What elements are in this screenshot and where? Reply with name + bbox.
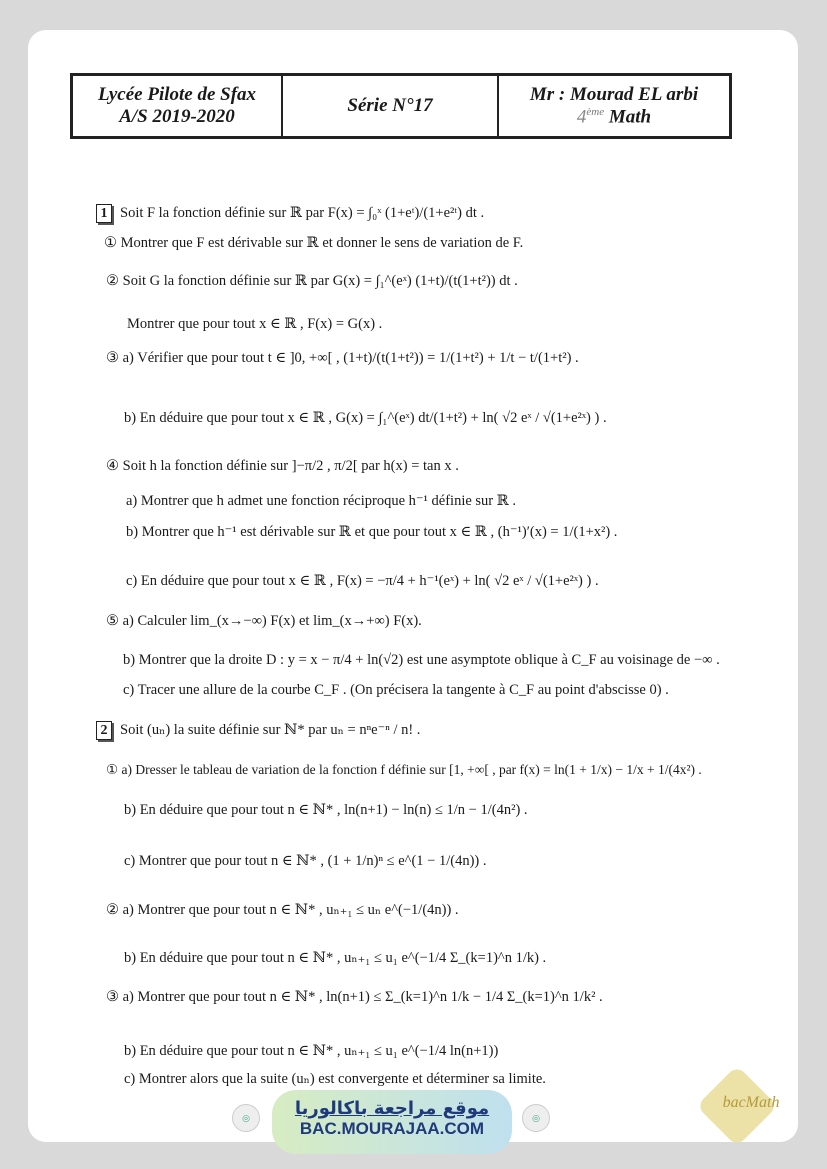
ex1-q4b: b) Montrer que h⁻¹ est dérivable sur ℝ et que pour tout x ∈ ℝ , (h⁻¹)′(x) = 1/(1+x²) . bbox=[126, 524, 618, 540]
ex2-q3c: c) Montrer alors que la suite (uₙ) est convergente et déterminer sa limite. bbox=[124, 1071, 546, 1087]
ex2-q1b: b) En déduire que pour tout n ∈ ℕ* , ln(n+1) − ln(n) ≤ 1/n − 1/(4n²) . bbox=[124, 802, 528, 818]
ex1-q3a: ③ a) Vérifier que pour tout t ∈ ]0, +∞[ , (1+t)/(t(1+t²)) = 1/(1+t²) + 1/t − t/(1+t²) . bbox=[106, 350, 579, 366]
site-banner[interactable] bbox=[272, 1090, 512, 1154]
ex2-q2a: ② a) Montrer que pour tout n ∈ ℕ* , uₙ₊₁ ≤ uₙ e^(−1/(4n)) . bbox=[106, 902, 459, 918]
school-cell bbox=[73, 76, 283, 136]
ex1-intro-text: Soit F la fonction définie sur ℝ par F(x) = ∫₀ˣ (1+eᵗ)/(1+e²ᵗ) dt . bbox=[120, 205, 485, 221]
ex1-q4c: c) En déduire que pour tout x ∈ ℝ , F(x) = −π/4 + h⁻¹(eˣ) + ln( √2 eˣ / √(1+e²ˣ) ) . bbox=[126, 573, 599, 589]
ex2-q1a: ① a) Dresser le tableau de variation de la fonction f définie sur [1, +∞[ , par f(x) = ln(1 + 1/x) − 1/x + 1/(4x²) . bbox=[106, 762, 702, 777]
level-sup: ème bbox=[586, 105, 605, 118]
ex1-q5a: ⑤ a) Calculer lim_(x→−∞) F(x) et lim_(x→+∞) F(x). bbox=[106, 613, 422, 629]
ex1-q5b: b) Montrer que la droite D : y = x − π/4 + ln(√2) est une asymptote oblique à C_F au voisinage de −∞ . bbox=[123, 652, 720, 668]
ex1-q4a: a) Montrer que h admet une fonction réciproque h⁻¹ définie sur ℝ . bbox=[126, 493, 517, 509]
left-badge-icon: ◎ bbox=[232, 1104, 260, 1132]
ex1-q4: ④ Soit h la fonction définie sur ]−π/2 , π/2[ par h(x) = tan x . bbox=[106, 458, 459, 474]
ex2-intro bbox=[96, 721, 420, 740]
ex1-intro bbox=[96, 204, 484, 223]
series-cell bbox=[283, 76, 499, 136]
site-arabic-title: موقع مراجعة باكالوريا bbox=[294, 1098, 490, 1119]
ex1-number: 1 bbox=[96, 204, 112, 223]
ex2-intro-text: Soit (uₙ) la suite définie sur ℕ* par uₙ = nⁿe⁻ⁿ / n! . bbox=[120, 722, 421, 738]
bacmath-logo-text: bacMath bbox=[722, 1094, 780, 1111]
school-year: A/S 2019-2020 bbox=[119, 106, 235, 127]
ex1-q2: ② Soit G la fonction définie sur ℝ par G(x) = ∫₁^(eˣ) (1+t)/(t(1+t²)) dt . bbox=[106, 273, 518, 289]
ex2-number: 2 bbox=[96, 721, 112, 740]
ex2-q2b: b) En déduire que pour tout n ∈ ℕ* , uₙ₊₁ ≤ u₁ e^(−1/4 Σ_(k=1)^n 1/k) . bbox=[124, 950, 547, 966]
ex1-q3b: b) En déduire que pour tout x ∈ ℝ , G(x) = ∫₁^(eˣ) dt/(1+t²) + ln( √2 eˣ / √(1+e²ˣ) ) . bbox=[124, 410, 607, 426]
site-url[interactable]: BAC.MOURAJAA.COM bbox=[299, 1119, 485, 1138]
ex1-q2b: Montrer que pour tout x ∈ ℝ , F(x) = G(x) . bbox=[127, 316, 383, 332]
ex2-q3a: ③ a) Montrer que pour tout n ∈ ℕ* , ln(n+1) ≤ Σ_(k=1)^n 1/k − 1/4 Σ_(k=1)^n 1/k² . bbox=[106, 989, 603, 1005]
ex1-q1: ① Montrer que F est dérivable sur ℝ et donner le sens de variation de F. bbox=[104, 235, 524, 251]
right-badge-icon: ◎ bbox=[522, 1104, 550, 1132]
ex2-q3b: b) En déduire que pour tout n ∈ ℕ* , uₙ₊₁ ≤ u₁ e^(−1/4 ln(n+1)) bbox=[124, 1043, 499, 1059]
teacher-cell bbox=[499, 76, 729, 136]
exam-header bbox=[70, 73, 732, 139]
level-name: Math bbox=[608, 106, 652, 128]
series-title: Série N°17 bbox=[347, 95, 433, 116]
level-number: 4 bbox=[576, 106, 587, 128]
ex2-q1c: c) Montrer que pour tout n ∈ ℕ* , (1 + 1/n)ⁿ ≤ e^(1 − 1/(4n)) . bbox=[124, 853, 487, 869]
teacher-name: Mr : Mourad EL arbi bbox=[529, 83, 699, 105]
ex1-q5c: c) Tracer une allure de la courbe C_F . (On précisera la tangente à C_F au point d'abscisse 0) . bbox=[123, 682, 669, 698]
school-name: Lycée Pilote de Sfax bbox=[97, 84, 257, 105]
class-level bbox=[577, 106, 651, 128]
